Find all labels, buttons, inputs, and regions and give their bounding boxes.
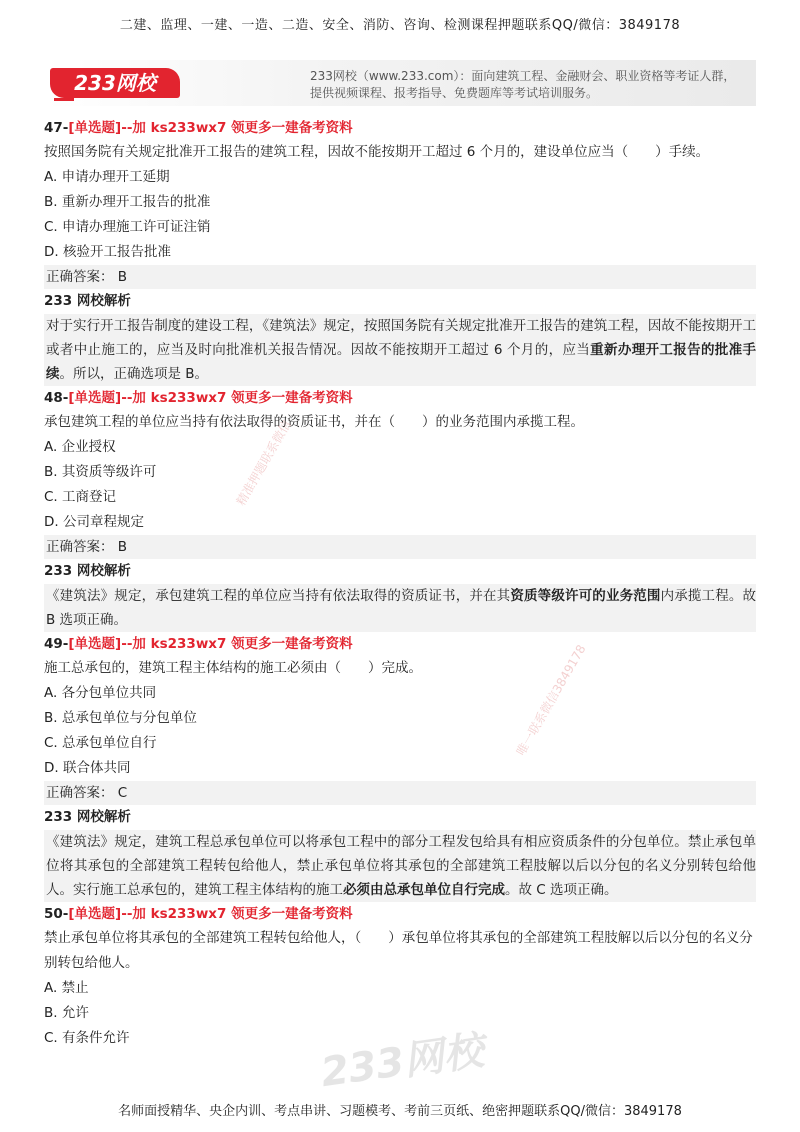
watermark-text: 精准押题联系微信 (233, 417, 294, 508)
question-title (44, 632, 756, 656)
header-line-2: 提供视频课程、报考指导、免费题库等考试培训服务。 (310, 86, 599, 100)
question-block (44, 632, 756, 902)
question-tag: [单选题]--加 ks233wx7 领更多一建备考资料 (68, 390, 353, 406)
option-c: C. 申请办理施工许可证注销 (44, 219, 211, 235)
analysis-title: 233 网校解析 (44, 809, 131, 825)
bottom-banner: 名师面授精华、央企内训、考点串讲、习题模考、考前三页纸、绝密押题联系QQ/微信：3849178 (118, 1104, 682, 1119)
header-line-1: 233网校（www.233.com）：面向建筑工程、金融财会、职业资格等考证人群， (310, 69, 736, 83)
option-b: B. 其资质等级许可 (44, 464, 157, 480)
question-number: 48- (44, 390, 69, 406)
question-tag: [单选题]--加 ks233wx7 领更多一建备考资料 (68, 906, 353, 922)
option-d: D. 核验开工报告批准 (44, 244, 171, 260)
question-title (44, 386, 756, 410)
analysis-part: 《建筑法》规定，建筑工程总承包单位可以将承包工程中的部分工程发包给具有相应资质条件的分包单位。禁止承包单位将其承包的全部建筑工程转包给他人，禁止承包单位将其承包的全部建筑工程肢解以后以分包的名义分别转包给他人。实行施工总承包的，建筑工程主体结构的施工 (46, 834, 756, 898)
option-b: B. 重新办理开工报告的批准 (44, 194, 211, 210)
logo-accent (54, 98, 74, 101)
question-tag: [单选题]--加 ks233wx7 领更多一建备考资料 (68, 636, 353, 652)
question-tag: [单选题]--加 ks233wx7 领更多一建备考资料 (68, 120, 353, 136)
question-number: 47- (44, 120, 69, 136)
watermark-logo: 233网校 (318, 1027, 487, 1097)
question-text: 施工总承包的，建筑工程主体结构的施工必须由（ ）完成。 (44, 660, 422, 676)
analysis-text (44, 584, 756, 632)
question-text: 禁止承包单位将其承包的全部建筑工程转包给他人，（ ）承包单位将其承包的全部建筑工程肢解以后以分包的名义分别转包给他人。 (44, 930, 753, 971)
analysis-highlight: 资质等级许可的业务范围 (510, 588, 661, 604)
option-b: B. 允许 (44, 1005, 89, 1021)
correct-answer: 正确答案： B (44, 535, 756, 559)
question-number: 49- (44, 636, 69, 652)
question-text: 承包建筑工程的单位应当持有依法取得的资质证书，并在（ ）的业务范围内承揽工程。 (44, 414, 584, 430)
watermark-text: 唯一联系微信3849178 (513, 642, 589, 758)
correct-answer: 正确答案： C (44, 781, 756, 805)
option-c: C. 有条件允许 (44, 1030, 130, 1046)
option-b: B. 总承包单位与分包单位 (44, 710, 197, 726)
analysis-text (44, 830, 756, 902)
question-title (44, 902, 756, 926)
option-a: A. 禁止 (44, 980, 89, 996)
analysis-part: 。故 C 选项正确。 (505, 882, 618, 898)
option-a: A. 企业授权 (44, 439, 116, 455)
option-a: A. 申请办理开工延期 (44, 169, 170, 185)
correct-answer: 正确答案： B (44, 265, 756, 289)
analysis-text (44, 314, 756, 386)
question-block (44, 386, 756, 632)
page-header (44, 60, 756, 106)
analysis-title: 233 网校解析 (44, 563, 131, 579)
question-title (44, 116, 756, 140)
analysis-title: 233 网校解析 (44, 293, 131, 309)
analysis-part: 。所以，正确选项是 B。 (59, 366, 209, 382)
option-c: C. 工商登记 (44, 489, 117, 505)
analysis-highlight: 重新办理开工报告的批准手续 (46, 342, 757, 382)
analysis-part: 《建筑法》规定，承包建筑工程的单位应当持有依法取得的资质证书，并在其 (46, 588, 511, 604)
top-banner: 二建、监理、一建、一造、二造、安全、消防、咨询、检测课程押题联系QQ/微信：3849178 (119, 18, 681, 33)
header-description (310, 68, 750, 102)
question-list (44, 116, 756, 1051)
analysis-part: 内承揽工程。故 B 选项正确。 (46, 588, 757, 628)
option-d: D. 公司章程规定 (44, 514, 144, 530)
question-block (44, 116, 756, 386)
analysis-highlight: 必须由总承包单位自行完成 (343, 882, 505, 898)
option-d: D. 联合体共同 (44, 760, 131, 776)
option-c: C. 总承包单位自行 (44, 735, 157, 751)
question-number: 50- (44, 906, 69, 922)
question-block (44, 902, 756, 1051)
analysis-part: 对于实行开工报告制度的建设工程，《建筑法》规定，按照国务院有关规定批准开工报告的建筑工程，因故不能按期开工或者中止施工的，应当及时向批准机关报告情况。因故不能按期开工超过 6 个月的，应当 (46, 318, 756, 358)
option-a: A. 各分包单位共同 (44, 685, 157, 701)
question-text: 按照国务院有关规定批准开工报告的建筑工程，因故不能按期开工超过 6 个月的，建设单位应当（ ）手续。 (44, 144, 710, 160)
brand-logo: 233网校 (50, 68, 180, 98)
